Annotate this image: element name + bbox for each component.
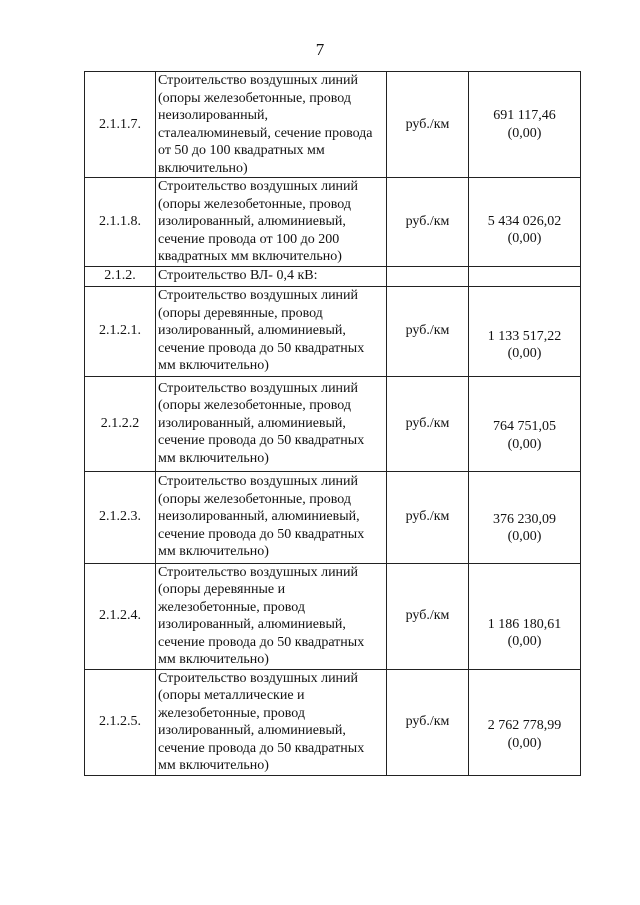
row-number: 2.1.2.5. <box>85 669 156 775</box>
row-price-note: (0,00) <box>507 231 542 247</box>
table-row-group-header <box>85 266 581 286</box>
row-unit: руб./км <box>387 72 469 178</box>
row-unit: руб./км <box>387 286 469 376</box>
row-value <box>469 266 581 286</box>
row-price: 376 230,09 <box>493 511 556 527</box>
row-number: 2.1.2.3. <box>85 471 156 563</box>
row-number: 2.1.2.1. <box>85 286 156 376</box>
table-row <box>85 178 581 267</box>
row-value <box>469 669 581 775</box>
row-number: 2.1.2.2 <box>85 376 156 471</box>
table-row <box>85 471 581 563</box>
row-price: 691 117,46 <box>493 108 556 123</box>
row-price: 2 762 778,99 <box>487 718 562 733</box>
row-unit: руб./км <box>387 471 469 563</box>
row-value <box>469 286 581 376</box>
row-price: 5 434 026,02 <box>487 213 562 229</box>
row-price-note: (0,00) <box>507 125 542 141</box>
table-row <box>85 376 581 471</box>
row-description: Строительство воздушных линий (опоры железобетонные, провод изолированный, алюминиевый, сечение провода от 100 до 200 квадратных мм включительно) <box>156 178 387 267</box>
row-value <box>469 563 581 669</box>
row-number: 2.1.1.7. <box>85 72 156 178</box>
row-description: Строительство ВЛ- 0,4 кВ: <box>156 266 387 286</box>
row-price-note: (0,00) <box>507 346 542 361</box>
row-price-note: (0,00) <box>507 436 542 452</box>
row-unit: руб./км <box>387 178 469 267</box>
row-unit: руб./км <box>387 563 469 669</box>
row-price: 1 133 517,22 <box>487 328 562 344</box>
table-row <box>85 286 581 376</box>
table-row <box>85 669 581 775</box>
row-value <box>469 178 581 267</box>
row-value <box>469 376 581 471</box>
row-description: Строительство воздушных линий (опоры деревянные и железобетонные, провод изолированный, алюминиевый, сечение провода до 50 квадратных мм включительно) <box>156 563 387 669</box>
row-value <box>469 471 581 563</box>
row-price: 1 186 180,61 <box>487 616 562 632</box>
row-unit: руб./км <box>387 669 469 775</box>
row-number: 2.1.2. <box>85 266 156 286</box>
row-unit: руб./км <box>387 376 469 471</box>
row-description: Строительство воздушных линий (опоры железобетонные, провод изолированный, алюминиевый, сечение провода до 50 квадратных мм включительно) <box>156 376 387 471</box>
row-price-note: (0,00) <box>507 735 542 751</box>
row-number: 2.1.2.4. <box>85 563 156 669</box>
page-number: 7 <box>315 40 325 59</box>
table-row <box>85 72 581 178</box>
row-value <box>469 72 581 178</box>
row-description: Строительство воздушных линий (опоры железобетонные, провод неизолированный, сталеалюминевый, сечение провода от 50 до 100 квадратных мм включительно) <box>156 72 387 178</box>
row-description: Строительство воздушных линий (опоры металлические и железобетонные, провод изолированный, алюминиевый, сечение провода до 50 квадратных мм включительно) <box>156 669 387 775</box>
table-row <box>85 563 581 669</box>
row-price-note: (0,00) <box>507 529 542 544</box>
row-description: Строительство воздушных линий (опоры железобетонные, провод неизолированный, алюминиевый, сечение провода до 50 квадратных мм включительно) <box>156 471 387 563</box>
row-price: 764 751,05 <box>493 419 556 434</box>
rates-table <box>84 71 581 776</box>
row-price-note: (0,00) <box>507 634 542 649</box>
row-number: 2.1.1.8. <box>85 178 156 267</box>
row-description: Строительство воздушных линий (опоры деревянные, провод изолированный, алюминиевый, сечение провода до 50 квадратных мм включительно) <box>156 286 387 376</box>
row-unit <box>387 266 469 286</box>
